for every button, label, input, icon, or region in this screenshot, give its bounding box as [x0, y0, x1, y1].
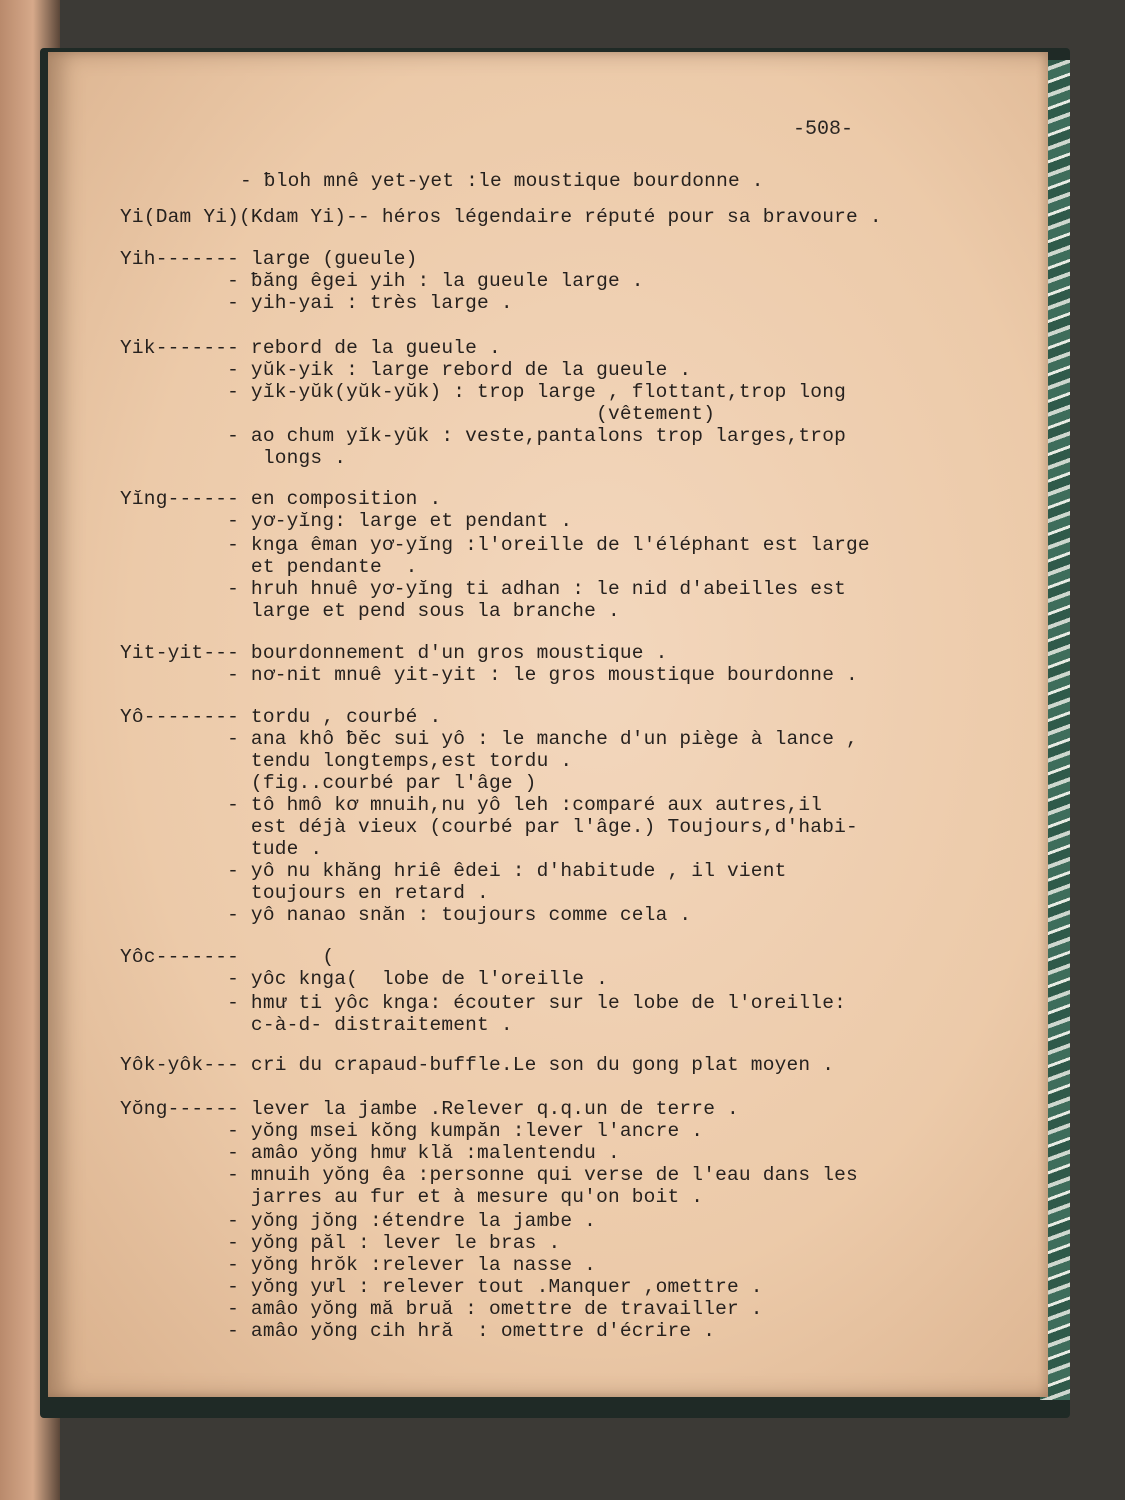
entry-line: Yô-------- tordu , courbé .	[120, 706, 442, 728]
entry-line: longs .	[120, 447, 347, 469]
entry-line: - amâo yŏng mă bruă : omettre de travailler .	[120, 1298, 763, 1320]
entry-line: - yŏng msei kŏng kumpăn :lever l'ancre .	[120, 1120, 704, 1142]
entry-line: Yih------- large (gueule)	[120, 248, 418, 270]
entry-line: et pendante .	[120, 556, 418, 578]
entry-line: Yĭng------ en composition .	[120, 488, 442, 510]
page-number: -508-	[793, 118, 854, 141]
entry-line: - hmư ti yôc knga: écouter sur le lobe de l'oreille:	[120, 992, 847, 1014]
entry-line: - yô nu khăng hriê êdei : d'habitude , il vient	[120, 860, 787, 882]
entry-line: - nơ-nit mnuê yit-yit : le gros moustique bourdonne .	[120, 664, 858, 686]
entry-line: est déjà vieux (courbé par l'âge.) Toujours,d'habi-	[120, 816, 858, 838]
entry-line: Yit-yit--- bourdonnement d'un gros moustique .	[120, 642, 668, 664]
entry-line: - hruh hnuê yơ-yĭng ti adhan : le nid d'abeilles est	[120, 578, 847, 600]
entry-line: - yĭk-yŭk(yŭk-yŭk) : trop large , flottant,trop long	[120, 381, 847, 403]
entry-line: (fig..courbé par l'âge )	[120, 772, 537, 794]
entry-line: Yŏng------ lever la jambe .Relever q.q.un de terre .	[120, 1098, 739, 1120]
entry-line: - knga êman yơ-yĭng :l'oreille de l'éléphant est large	[120, 534, 870, 556]
entry-line: - ƀăng êgei yih : la gueule large .	[120, 270, 644, 292]
entry-line: (vêtement)	[120, 403, 716, 425]
entry-line: - yô nanao snăn : toujours comme cela .	[120, 904, 692, 926]
entry-line: - mnuih yŏng êa :personne qui verse de l'eau dans les	[120, 1164, 858, 1186]
entry-line: - ƀloh mnê yet-yet :le moustique bourdonne .	[240, 170, 764, 192]
entry-line: - tô hmô kơ mnuih,nu yô leh :comparé aux autres,il	[120, 794, 823, 816]
entry-line: tendu longtemps,est tordu .	[120, 750, 573, 772]
entry-line: Yi(Dam Yi)(Kdam Yi)-- héros légendaire réputé pour sa bravoure .	[120, 206, 882, 228]
entry-line: - yôc knga( lobe de l'oreille .	[120, 968, 608, 990]
entry-line: - yŏng păl : lever le bras .	[120, 1232, 561, 1254]
entry-line: jarres au fur et à mesure qu'on boit .	[120, 1186, 704, 1208]
entry-line: toujours en retard .	[120, 882, 489, 904]
entry-line: Yik------- rebord de la gueule .	[120, 337, 501, 359]
entry-line: - yih-yai : très large .	[120, 292, 513, 314]
entry-line: Yôc------- (	[120, 946, 335, 968]
entry-line: - amâo yŏng hmư klă :malentendu .	[120, 1142, 620, 1164]
entry-line: - amâo yŏng cih hră : omettre d'écrire .	[120, 1320, 716, 1342]
entry-line: - yơ-yĭng: large et pendant .	[120, 510, 573, 532]
entry-line: large et pend sous la branche .	[120, 600, 620, 622]
entry-line: - yŏng yưl : relever tout .Manquer ,omettre .	[120, 1276, 763, 1298]
entry-line: Yôk-yôk--- cri du crapaud-buffle.Le son du gong plat moyen .	[120, 1054, 835, 1076]
entry-line: - yŏng jŏng :étendre la jambe .	[120, 1210, 597, 1232]
entry-line: - yŏng hrŏk :relever la nasse .	[120, 1254, 597, 1276]
dictionary-page	[48, 52, 1048, 1397]
entry-line: - yŭk-yik : large rebord de la gueule .	[120, 359, 692, 381]
entry-line: c-à-d- distraitement .	[120, 1014, 513, 1036]
entry-line: - ana khô ƀĕc sui yô : le manche d'un piège à lance ,	[120, 728, 858, 750]
entry-line: - ao chum yĭk-yŭk : veste,pantalons trop larges,trop	[120, 425, 847, 447]
entry-line: tude .	[120, 838, 323, 860]
